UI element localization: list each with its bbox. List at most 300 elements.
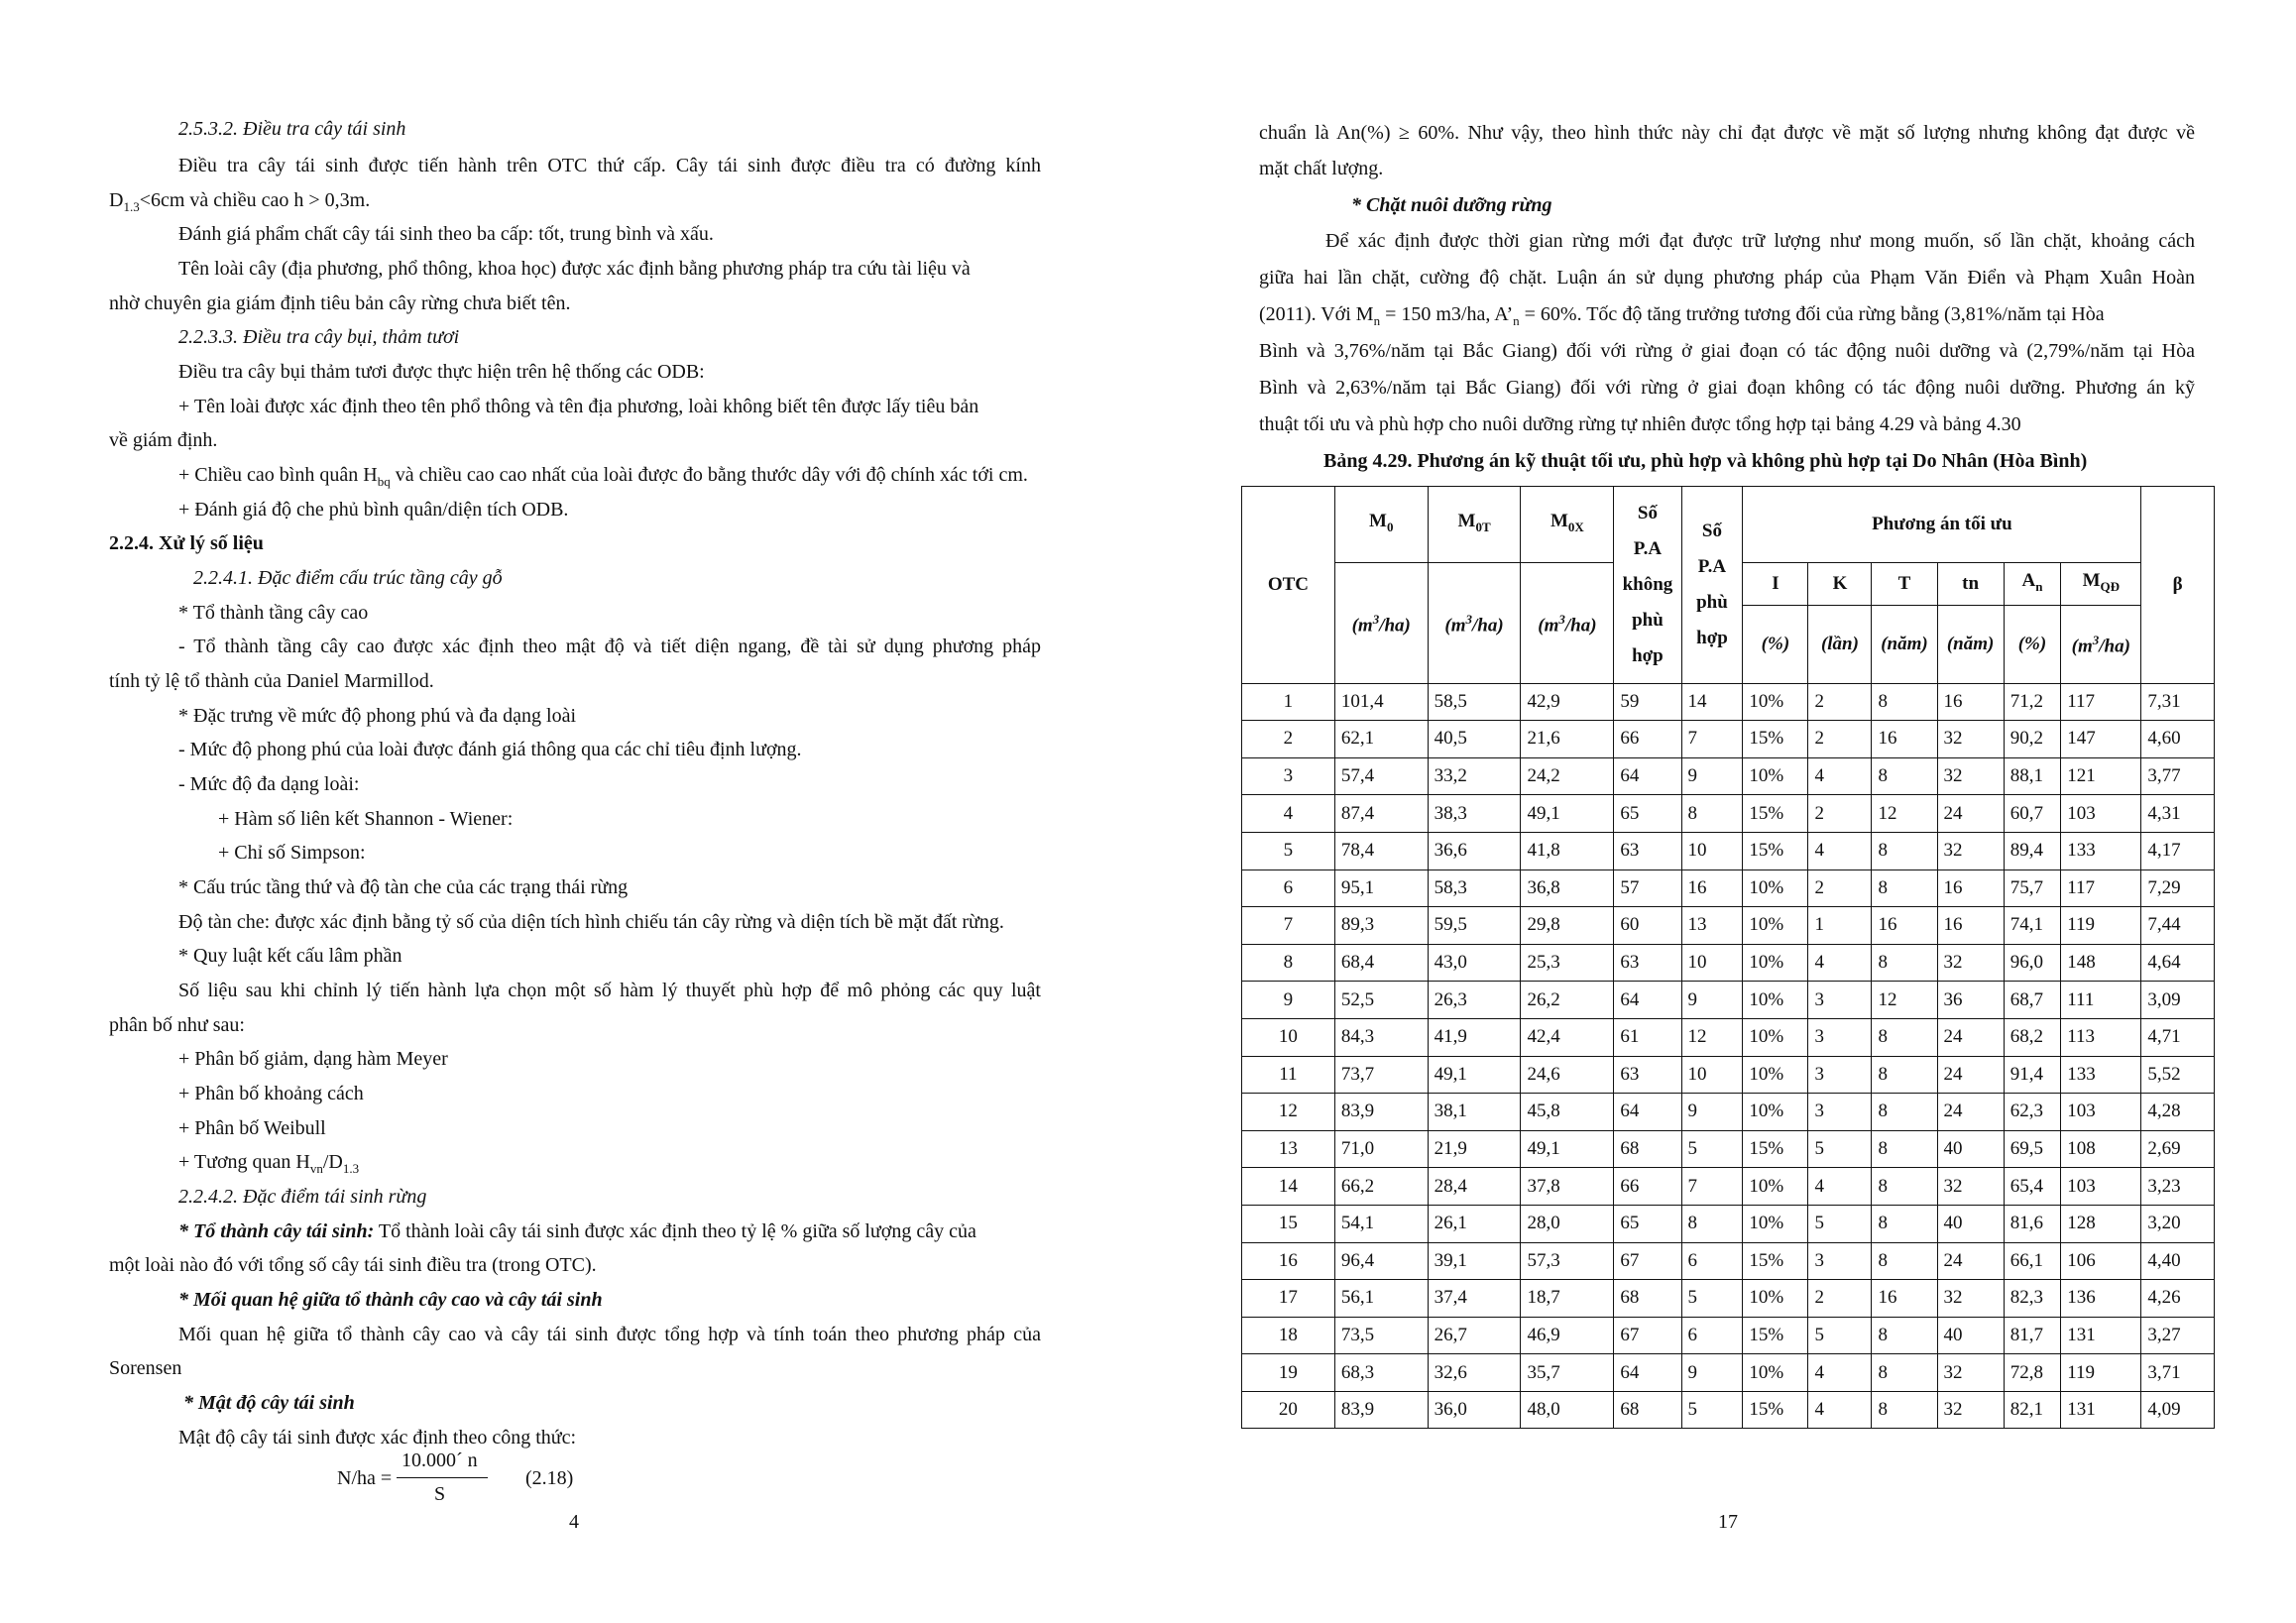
header-mqd-unit: $(m^3/ha)$ — [2061, 605, 2141, 683]
table-cell: 81,7 — [2004, 1317, 2061, 1354]
heading-2-2-4-1: 2.2.4.1. Đặc điểm cấu trúc tầng cây gỗ — [193, 567, 503, 589]
table-cell: 3 — [1808, 1018, 1872, 1056]
table-cell: 4 — [1808, 757, 1872, 795]
table-cell: 60,7 — [2004, 795, 2061, 833]
paragraph-line: thuật tối ưu và phù hợp cho nuôi dưỡng rừng tự nhiên được tổng hợp tại bảng 4.29 và bảng 4.30 — [1259, 413, 2021, 435]
table-cell: 5 — [1808, 1130, 1872, 1168]
table-cell: 4,28 — [2141, 1094, 2215, 1131]
table-cell: 96,4 — [1334, 1242, 1428, 1280]
table-cell: 10% — [1743, 1094, 1808, 1131]
heading-relation: * Mối quan hệ giữa tổ thành cây cao và cây tái sinh — [178, 1289, 603, 1311]
paragraph-line: + Đánh giá độ che phủ bình quân/diện tích ODB. — [178, 499, 569, 521]
header-phuong-an-toi-uu: Phương án tối ưu — [1743, 487, 2141, 563]
table-cell: 12 — [1872, 795, 1937, 833]
table-cell: 68,7 — [2004, 982, 2061, 1019]
table-cell: 6 — [1681, 1242, 1743, 1280]
table-cell: 41,8 — [1521, 832, 1614, 869]
table-cell: 66 — [1614, 1168, 1681, 1206]
table-cell: 7 — [1681, 721, 1743, 758]
table-cell: 10% — [1743, 683, 1808, 721]
table-cell: 75,7 — [2004, 869, 2061, 907]
table-cell: 49,1 — [1428, 1056, 1521, 1094]
table-cell: 59,5 — [1428, 907, 1521, 945]
table-cell: 8 — [1872, 1094, 1937, 1131]
table-cell: 15 — [1242, 1205, 1335, 1242]
table-cell: 4,09 — [2141, 1391, 2215, 1429]
table-cell: 103 — [2061, 1168, 2141, 1206]
table-cell: 8 — [1872, 683, 1937, 721]
paragraph-line: về giám định. — [109, 429, 218, 451]
table-cell: 147 — [2061, 721, 2141, 758]
table-cell: 32 — [1937, 721, 2004, 758]
header-otc: OTC — [1242, 487, 1335, 684]
table-cell: 7,29 — [2141, 869, 2215, 907]
table-cell: 66,1 — [2004, 1242, 2061, 1280]
table-cell: 4 — [1808, 832, 1872, 869]
table-cell: 73,7 — [1334, 1056, 1428, 1094]
table-cell: 36,8 — [1521, 869, 1614, 907]
table-cell: 26,1 — [1428, 1205, 1521, 1242]
table-cell: 2,69 — [2141, 1130, 2215, 1168]
header-so-pa-phu-hop: Số P.A phù hợp — [1681, 487, 1743, 684]
table-cell: 3 — [1808, 1056, 1872, 1094]
paragraph-line: phân bố như sau: — [109, 1014, 245, 1036]
table-cell: 9 — [1242, 982, 1335, 1019]
table-cell: 32 — [1937, 1168, 2004, 1206]
table-cell: 10% — [1743, 1354, 1808, 1392]
table-body — [1242, 683, 2215, 1429]
header-m0x: $M_{0X}$ — [1521, 487, 1614, 563]
page-number-left: 4 — [569, 1511, 579, 1533]
table-cell: 84,3 — [1334, 1018, 1428, 1056]
table-row — [1242, 1056, 2215, 1094]
table-cell: 57 — [1614, 869, 1681, 907]
page-number-right: 17 — [1718, 1511, 1738, 1533]
table-cell: 66 — [1614, 721, 1681, 758]
table-cell: 103 — [2061, 1094, 2141, 1131]
table-cell: 64 — [1614, 982, 1681, 1019]
paragraph-line: mặt chất lượng. — [1259, 158, 1384, 179]
table-cell: 16 — [1937, 869, 2004, 907]
table-cell: 15% — [1743, 721, 1808, 758]
table-cell: 62,3 — [2004, 1094, 2061, 1131]
table-cell: 8 — [1872, 1317, 1937, 1354]
table-cell: 9 — [1681, 982, 1743, 1019]
paragraph-line: * Tổ thành tầng cây cao — [178, 602, 369, 624]
paragraph-line: Bình và 3,76%/năm tại Bắc Giang) đối với rừng ở giai đoạn có tác động nuôi dưỡng và (2,79%/năm tại Hòa — [1259, 340, 2195, 362]
table-cell: 4,26 — [2141, 1280, 2215, 1318]
table-cell: 67 — [1614, 1242, 1681, 1280]
table-row — [1242, 683, 2215, 721]
table-cell: 5,52 — [2141, 1056, 2215, 1094]
table-cell: 8 — [1872, 1168, 1937, 1206]
table-cell: 16 — [1872, 721, 1937, 758]
table-cell: 10% — [1743, 982, 1808, 1019]
table-cell: 24 — [1937, 795, 2004, 833]
table-cell: 10 — [1681, 832, 1743, 869]
table-cell: 32 — [1937, 1391, 2004, 1429]
table-cell: 88,1 — [2004, 757, 2061, 795]
table-cell: 5 — [1808, 1205, 1872, 1242]
table-cell: 82,3 — [2004, 1280, 2061, 1318]
paragraph-line: $D_{1.3}<6cm$ và chiều cao h > 0,3m. — [109, 189, 371, 214]
table-cell: 38,1 — [1428, 1094, 1521, 1131]
paragraph-line: + Tên loài được xác định theo tên phổ thông và tên địa phương, loài không biết tên được lấy tiêu bản — [178, 396, 979, 417]
heading-2-2-4: 2.2.4. Xử lý số liệu — [109, 532, 264, 554]
header-tn-unit: (năm) — [1937, 605, 2004, 683]
paragraph-line: Điều tra cây tái sinh được tiến hành trên OTC thứ cấp. Cây tái sinh được điều tra có đường kính — [178, 155, 1041, 176]
table-cell: 36,6 — [1428, 832, 1521, 869]
table-cell: 16 — [1681, 869, 1743, 907]
formula-numerator: 10.000´ n — [402, 1449, 478, 1471]
table-cell: 15% — [1743, 1242, 1808, 1280]
table-cell: 68 — [1614, 1280, 1681, 1318]
table-cell: 3,23 — [2141, 1168, 2215, 1206]
paragraph-line: Độ tàn che: được xác định bằng tỷ số của diện tích hình chiếu tán cây rừng và diện tích bề mặt đất rừng. — [178, 911, 1004, 933]
table-cell: 3,77 — [2141, 757, 2215, 795]
table-cell: 7 — [1242, 907, 1335, 945]
table-cell: 10% — [1743, 907, 1808, 945]
table-row — [1242, 1354, 2215, 1392]
table-cell: 95,1 — [1334, 869, 1428, 907]
header-k: K — [1808, 562, 1872, 605]
table-cell: 10% — [1743, 1168, 1808, 1206]
table-cell: 103 — [2061, 795, 2141, 833]
table-cell: 4,64 — [2141, 944, 2215, 982]
table-row — [1242, 1018, 2215, 1056]
table-cell: 128 — [2061, 1205, 2141, 1242]
table-cell: 69,5 — [2004, 1130, 2061, 1168]
table-cell: 6 — [1681, 1317, 1743, 1354]
table-cell: 49,1 — [1521, 795, 1614, 833]
table-cell: 68 — [1614, 1130, 1681, 1168]
table-cell: 26,2 — [1521, 982, 1614, 1019]
table-cell: 3 — [1242, 757, 1335, 795]
table-cell: 119 — [2061, 1354, 2141, 1392]
header-so-pa-khong-phu-hop: Số P.A không phù hợp — [1614, 487, 1681, 684]
header-m0t: $M_{0T}$ — [1428, 487, 1521, 563]
table-cell: 43,0 — [1428, 944, 1521, 982]
table-cell: 8 — [1872, 1391, 1937, 1429]
table-cell: 9 — [1681, 1094, 1743, 1131]
table-cell: 67 — [1614, 1317, 1681, 1354]
paragraph-line: + Chỉ số Simpson: — [218, 842, 366, 864]
table-cell: 71,0 — [1334, 1130, 1428, 1168]
table-cell: 15% — [1743, 1391, 1808, 1429]
paragraph-line: Điều tra cây bụi thảm tươi được thực hiện trên hệ thống các ODB: — [178, 361, 705, 383]
table-cell: 57,4 — [1334, 757, 1428, 795]
table-cell: 1 — [1808, 907, 1872, 945]
table-row — [1242, 907, 2215, 945]
paragraph-line: chuẩn là An(%) ≥ 60%. Như vậy, theo hình thức này chỉ đạt được về mặt số lượng nhưng không đạt được về — [1259, 122, 2195, 144]
table-cell: 65,4 — [2004, 1168, 2061, 1206]
table-cell: 8 — [1872, 1056, 1937, 1094]
table-cell: 117 — [2061, 869, 2141, 907]
table-cell: 59 — [1614, 683, 1681, 721]
table-cell: 39,1 — [1428, 1242, 1521, 1280]
table-cell: 7,31 — [2141, 683, 2215, 721]
table-cell: 14 — [1242, 1168, 1335, 1206]
table-row — [1242, 832, 2215, 869]
table-row — [1242, 1205, 2215, 1242]
table-cell: 46,9 — [1521, 1317, 1614, 1354]
paragraph-line: * Cấu trúc tầng thứ và độ tàn che của các trạng thái rừng — [178, 876, 629, 898]
table-cell: 21,6 — [1521, 721, 1614, 758]
table-cell: 63 — [1614, 1056, 1681, 1094]
table-cell: 40 — [1937, 1130, 2004, 1168]
table-cell: 26,7 — [1428, 1317, 1521, 1354]
table-cell: 8 — [1242, 944, 1335, 982]
heading-2-2-3-3: 2.2.3.3. Điều tra cây bụi, thảm tươi — [178, 326, 460, 348]
table-cell: 90,2 — [2004, 721, 2061, 758]
table-cell: 12 — [1681, 1018, 1743, 1056]
table-cell: 64 — [1614, 1094, 1681, 1131]
table-row — [1242, 721, 2215, 758]
table-cell: 3,71 — [2141, 1354, 2215, 1392]
table-cell: 117 — [2061, 683, 2141, 721]
table-cell: 24 — [1937, 1056, 2004, 1094]
table-cell: 17 — [1242, 1280, 1335, 1318]
table-cell: 15% — [1743, 832, 1808, 869]
table-cell: 8 — [1872, 1018, 1937, 1056]
table-cell: 24 — [1937, 1242, 2004, 1280]
table-cell: 32 — [1937, 944, 2004, 982]
table-cell: 10% — [1743, 757, 1808, 795]
paragraph-line: + Chiều cao bình quân $H_{bq}$ và chiều cao cao nhất của loài được đo bằng thước dây với độ chính xác tới cm. — [178, 464, 1028, 489]
table-cell: 10 — [1242, 1018, 1335, 1056]
formula-number: (2.18) — [525, 1467, 574, 1489]
table-row — [1242, 1130, 2215, 1168]
paragraph-line: + Tương quan $H_{vn}/D_{1.3}$ — [178, 1151, 360, 1176]
paragraph-line: Sorensen — [109, 1357, 182, 1379]
heading-density: * Mật độ cây tái sinh — [183, 1392, 355, 1414]
paragraph-line: * Đặc trưng về mức độ phong phú và đa dạng loài — [178, 705, 577, 727]
table-cell: 10% — [1743, 1056, 1808, 1094]
fraction-bar — [397, 1477, 488, 1478]
table-cell: 4 — [1242, 795, 1335, 833]
table-cell: 24,2 — [1521, 757, 1614, 795]
table-cell: 4,71 — [2141, 1018, 2215, 1056]
table-cell: 89,4 — [2004, 832, 2061, 869]
table-cell: 73,5 — [1334, 1317, 1428, 1354]
table-cell: 4 — [1808, 1391, 1872, 1429]
table-cell: 28,0 — [1521, 1205, 1614, 1242]
table-cell: 8 — [1872, 1130, 1937, 1168]
paragraph-line: + Phân bố giảm, dạng hàm Meyer — [178, 1048, 448, 1070]
table-cell: 10% — [1743, 869, 1808, 907]
table-cell: 3 — [1808, 982, 1872, 1019]
table-cell: 63 — [1614, 944, 1681, 982]
table-cell: 111 — [2061, 982, 2141, 1019]
table-cell: 91,4 — [2004, 1056, 2061, 1094]
table-cell: 3 — [1808, 1094, 1872, 1131]
paragraph-line: Bình và 2,63%/năm tại Bắc Giang) đối với rừng ở giai đoạn không có tác động nuôi dưỡng. Phương án kỹ — [1259, 377, 2195, 399]
table-cell: 64 — [1614, 757, 1681, 795]
table-cell: 16 — [1242, 1242, 1335, 1280]
paragraph-line: nhờ chuyên gia giám định tiêu bản cây rừng chưa biết tên. — [109, 292, 571, 314]
table-cell: 19 — [1242, 1354, 1335, 1392]
table-cell: 8 — [1872, 1242, 1937, 1280]
table-cell: 32 — [1937, 832, 2004, 869]
table-cell: 10% — [1743, 1280, 1808, 1318]
table-cell: 18 — [1242, 1317, 1335, 1354]
table-cell: 74,1 — [2004, 907, 2061, 945]
header-m0-unit: $(m^3/ha)$ — [1334, 562, 1428, 683]
table-cell: 121 — [2061, 757, 2141, 795]
table-cell: 108 — [2061, 1130, 2141, 1168]
table-cell: 10 — [1681, 1056, 1743, 1094]
table-cell: 4 — [1808, 944, 1872, 982]
table-cell: 82,1 — [2004, 1391, 2061, 1429]
table-cell: 40,5 — [1428, 721, 1521, 758]
table-cell: 2 — [1808, 721, 1872, 758]
paragraph-line: tính tỷ lệ tổ thành của Daniel Marmillod. — [109, 670, 434, 692]
table-cell: 9 — [1681, 757, 1743, 795]
table-row — [1242, 1168, 2215, 1206]
table-cell: 24 — [1937, 1094, 2004, 1131]
table-cell: 133 — [2061, 832, 2141, 869]
table-cell: 78,4 — [1334, 832, 1428, 869]
table-cell: 37,8 — [1521, 1168, 1614, 1206]
paragraph-line: Tên loài cây (địa phương, phổ thông, khoa học) được xác định bằng phương pháp tra cứu tài liệu và — [178, 258, 971, 280]
heading-2-5-3-2: 2.5.3.2. Điều tra cây tái sinh — [178, 118, 406, 140]
table-cell: 13 — [1242, 1130, 1335, 1168]
table-cell: 62,1 — [1334, 721, 1428, 758]
paragraph-line: - Tổ thành tầng cây cao được xác định theo mật độ và tiết diện ngang, đề tài sử dụng phương pháp — [178, 636, 1041, 657]
table-cell: 61 — [1614, 1018, 1681, 1056]
table-cell: 16 — [1937, 907, 2004, 945]
table-cell: 40 — [1937, 1317, 2004, 1354]
paragraph-line: * Tổ thành cây tái sinh: Tổ thành loài cây tái sinh được xác định theo tỷ lệ % giữa số lượng cây của — [178, 1220, 976, 1242]
table-cell: 11 — [1242, 1056, 1335, 1094]
header-an-unit: (%) — [2004, 605, 2061, 683]
table-cell: 83,9 — [1334, 1094, 1428, 1131]
paragraph-line: * Quy luật kết cấu lâm phần — [178, 945, 402, 967]
table-cell: 2 — [1242, 721, 1335, 758]
table-cell: 25,3 — [1521, 944, 1614, 982]
table-cell: 5 — [1681, 1280, 1743, 1318]
table-cell: 5 — [1242, 832, 1335, 869]
table-cell: 113 — [2061, 1018, 2141, 1056]
table-cell: 65 — [1614, 795, 1681, 833]
table-cell: 36 — [1937, 982, 2004, 1019]
table-cell: 65 — [1614, 1205, 1681, 1242]
table-cell: 38,3 — [1428, 795, 1521, 833]
paragraph-line: Mật độ cây tái sinh được xác định theo công thức: — [178, 1427, 577, 1449]
table-cell: 16 — [1872, 907, 1937, 945]
header-m0x-unit: $(m^3/ha)$ — [1521, 562, 1614, 683]
table-cell: 20 — [1242, 1391, 1335, 1429]
table-cell: 8 — [1872, 1354, 1937, 1392]
table-cell: 101,4 — [1334, 683, 1428, 721]
table-row — [1242, 757, 2215, 795]
header-t-unit: (năm) — [1872, 605, 1937, 683]
paragraph-line: Số liệu sau khi chỉnh lý tiến hành lựa chọn một số hàm lý thuyết phù hợp để mô phỏng các quy luật — [178, 980, 1041, 1001]
table-cell: 21,9 — [1428, 1130, 1521, 1168]
table-cell: 33,2 — [1428, 757, 1521, 795]
heading-thinning: * Chặt nuôi dưỡng rừng — [1351, 194, 1552, 216]
table-cell: 41,9 — [1428, 1018, 1521, 1056]
table-cell: 4,60 — [2141, 721, 2215, 758]
table-cell: 18,7 — [1521, 1280, 1614, 1318]
table-cell: 26,3 — [1428, 982, 1521, 1019]
table-cell: 4,31 — [2141, 795, 2215, 833]
table-cell: 10% — [1743, 1018, 1808, 1056]
paragraph-line: (2011). Với $M_n = 150$ m3/ha, $A’_n = 60\%$. Tốc độ tăng trưởng tương đối của rừng bằng (3,81%/năm tại Hòa — [1259, 303, 2105, 328]
table-cell: 54,1 — [1334, 1205, 1428, 1242]
header-i-unit: (%) — [1743, 605, 1808, 683]
table-cell: 56,1 — [1334, 1280, 1428, 1318]
table-cell: 58,5 — [1428, 683, 1521, 721]
paragraph-line: một loài nào đó với tổng số cây tái sinh điều tra (trong OTC). — [109, 1254, 597, 1276]
table-cell: 24 — [1937, 1018, 2004, 1056]
table-cell: 8 — [1681, 795, 1743, 833]
table-cell: 12 — [1872, 982, 1937, 1019]
table-cell: 28,4 — [1428, 1168, 1521, 1206]
table-cell: 13 — [1681, 907, 1743, 945]
paragraph-line: + Phân bố khoảng cách — [178, 1083, 364, 1104]
table-cell: 4 — [1808, 1168, 1872, 1206]
table-cell: 2 — [1808, 683, 1872, 721]
table-cell: 24,6 — [1521, 1056, 1614, 1094]
table-cell: 71,2 — [2004, 683, 2061, 721]
table-cell: 8 — [1872, 757, 1937, 795]
table-cell: 15% — [1743, 1130, 1808, 1168]
table-cell: 10% — [1743, 944, 1808, 982]
table-cell: 32 — [1937, 1280, 2004, 1318]
paragraph-line: Mối quan hệ giữa tổ thành cây cao và cây tái sinh được tổng hợp và tính toán theo phương pháp của — [178, 1324, 1041, 1345]
table-cell: 68 — [1614, 1391, 1681, 1429]
table-cell: 2 — [1808, 795, 1872, 833]
paragraph-line: - Mức độ đa dạng loài: — [178, 773, 360, 795]
table-cell: 2 — [1808, 1280, 1872, 1318]
table-cell: 7,44 — [2141, 907, 2215, 945]
table-cell: 42,4 — [1521, 1018, 1614, 1056]
table-cell: 10% — [1743, 1205, 1808, 1242]
table-row — [1242, 795, 2215, 833]
table-cell: 3,09 — [2141, 982, 2215, 1019]
table-cell: 1 — [1242, 683, 1335, 721]
table-cell: 81,6 — [2004, 1205, 2061, 1242]
table-cell: 16 — [1872, 1280, 1937, 1318]
table-cell: 68,3 — [1334, 1354, 1428, 1392]
header-an: $A_n$ — [2004, 562, 2061, 605]
table-cell: 14 — [1681, 683, 1743, 721]
table-cell: 58,3 — [1428, 869, 1521, 907]
table-cell: 3 — [1808, 1242, 1872, 1280]
table-cell: 83,9 — [1334, 1391, 1428, 1429]
table-cell: 9 — [1681, 1354, 1743, 1392]
table-cell: 16 — [1937, 683, 2004, 721]
table-cell: 3,27 — [2141, 1317, 2215, 1354]
table-cell: 8 — [1872, 869, 1937, 907]
table-cell: 57,3 — [1521, 1242, 1614, 1280]
table-cell: 32 — [1937, 1354, 2004, 1392]
table-cell: 4 — [1808, 1354, 1872, 1392]
table-cell: 136 — [2061, 1280, 2141, 1318]
table-cell: 8 — [1872, 1205, 1937, 1242]
table-row — [1242, 1391, 2215, 1429]
table-cell: 7 — [1681, 1168, 1743, 1206]
header-m0: $M_0$ — [1334, 487, 1428, 563]
heading-2-2-4-2: 2.2.4.2. Đặc điểm tái sinh rừng — [178, 1186, 427, 1208]
table-cell: 4,40 — [2141, 1242, 2215, 1280]
table-row — [1242, 1242, 2215, 1280]
table-cell: 106 — [2061, 1242, 2141, 1280]
table-cell: 66,2 — [1334, 1168, 1428, 1206]
table-4-29 — [1241, 486, 2215, 1429]
table-cell: 5 — [1681, 1130, 1743, 1168]
